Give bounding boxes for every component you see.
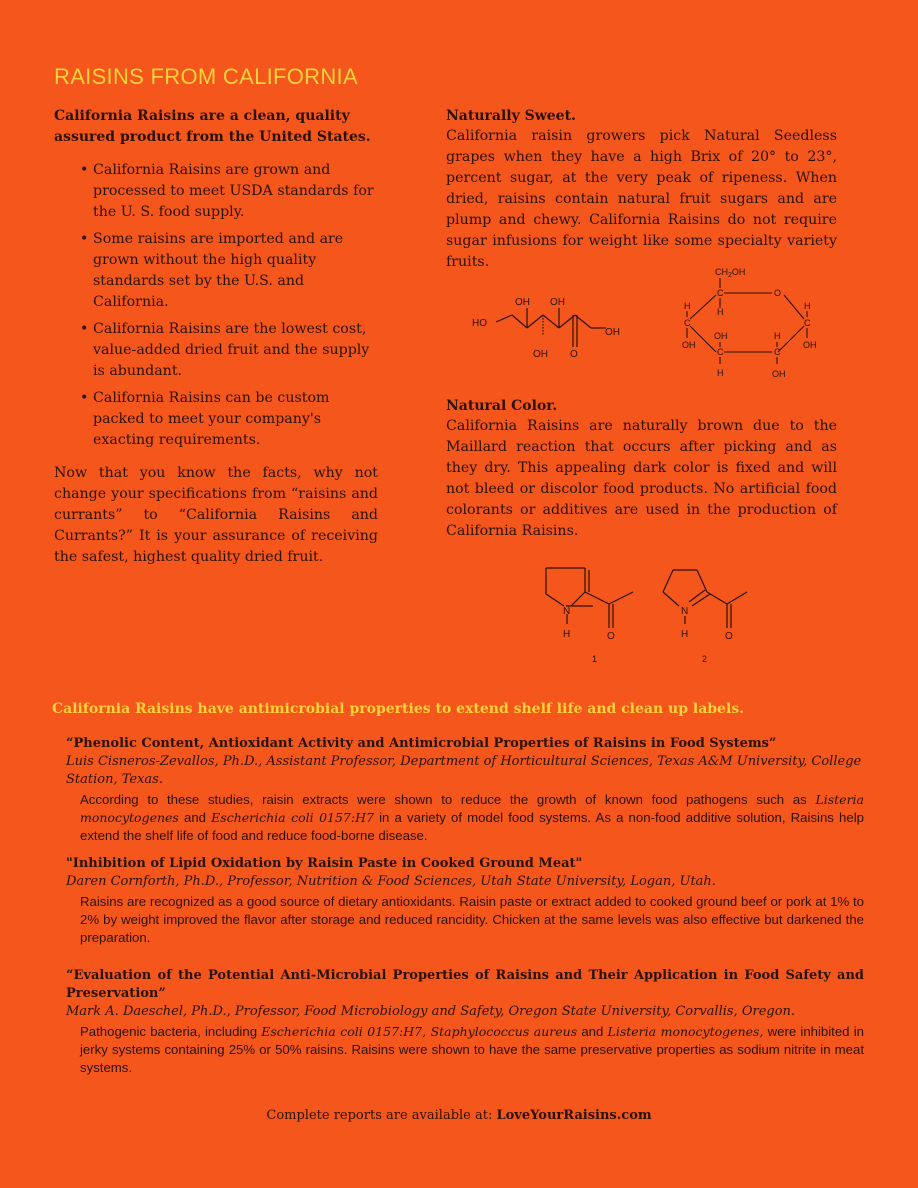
list-item: • California Raisins are the lowest cost, value-added dried fruit and the supply is abundant.	[80, 319, 378, 382]
color-section	[446, 396, 837, 542]
chem-label: C	[717, 347, 724, 357]
chem-label: H	[717, 307, 724, 317]
chem-label: HO	[472, 318, 487, 329]
reference-body: Raisins are recognized as a good source of dietary antioxidants. Raisin paste or extract added to cooked ground beef or pork at 1% to 2% by weight improved the flavor after storage and reduced rancidity. Chicken at the same levels was also effective but darkened the preparation.	[80, 894, 864, 945]
reference-title: "Inhibition of Lipid Oxidation by Raisin Paste in Cooked Ground Meat"	[66, 856, 583, 871]
aroma-compounds-diagram	[535, 558, 755, 670]
reference-item	[66, 967, 864, 1077]
reference-item	[66, 855, 864, 947]
compound-label-2: 2	[702, 654, 708, 664]
chem-label: N	[563, 606, 571, 617]
chem-label: OH	[803, 340, 817, 350]
chem-label: H	[774, 331, 781, 341]
reference-author: Mark A. Daeschel, Ph.D., Professor, Food Microbiology and Safety, Oregon State University, Corvallis, Oregon.	[66, 1004, 796, 1019]
outro-text: Now that you know the facts, why not change your specifications from “raisins and currants” to “California Raisins and Currants?” It is your assurance of receiving the safest, highest quality dried fruit.	[54, 465, 378, 565]
chem-label: O	[607, 631, 615, 642]
chem-label: H	[684, 301, 691, 311]
fructose-chain-diagram	[470, 290, 630, 362]
reference-body: Pathogenic bacteria, including Escherichia coli 0157:H7, Staphylococcus aureus and Listeria monocytogenes, were inhibited in jerky systems containing 25% or 50% raisins. Raisins were shown to have the same preservative properties as sodium nitrite in meat systems.	[80, 1024, 864, 1075]
sweet-body: California raisin growers pick Natural Seedless grapes when they have a high Brix of 20° to 23°, percent sugar, at the very peak of ripeness. When dried, raisins contain natural fruit sugars and are plump and chewy. California Raisins do not require sugar infusions for weight like some specialty variety fruits.	[446, 128, 837, 270]
sugar-ring-diagram	[676, 264, 826, 382]
chem-label: N	[681, 606, 689, 617]
reference-title: “Evaluation of the Potential Anti-Microbial Properties of Raisins and Their Application in Food Safety and Preservation”	[66, 968, 864, 1001]
chem-label: H	[804, 301, 811, 311]
list-item: • Some raisins are imported and are grown without the high quality standards set by the U.S. and California.	[80, 229, 378, 313]
website-link[interactable]: LoveYourRaisins.com	[496, 1108, 652, 1123]
page-title: RAISINS FROM CALIFORNIA	[54, 64, 358, 89]
reference-item	[66, 735, 864, 845]
chem-label: C	[684, 318, 691, 328]
chem-label: O	[774, 288, 782, 298]
chem-label: OH	[605, 327, 620, 338]
antimicrobial-heading: California Raisins have antimicrobial properties to extend shelf life and clean up labels.	[52, 701, 745, 717]
references	[66, 735, 864, 1087]
chem-label: OH	[714, 331, 728, 341]
chem-label: OH	[550, 297, 565, 308]
chem-label: OH	[772, 369, 786, 379]
chem-label: OH	[533, 349, 548, 360]
list-item: • California Raisins can be custom packed to meet your company's exacting requirements.	[80, 388, 378, 451]
chem-label: C	[804, 318, 811, 328]
chem-label: OH	[682, 340, 696, 350]
color-body: California Raisins are naturally brown due to the Maillard reaction that occurs after picking and as they dry. This appealing dark color is fixed and will not bleed or discolor food products. No artificial food colorants or additives are used in the production of California Raisins.	[446, 418, 837, 539]
compound-label-1: 1	[592, 654, 598, 664]
benefit-list	[54, 160, 378, 451]
chem-label: H	[681, 629, 689, 640]
reference-title: “Phenolic Content, Antioxidant Activity and Antimicrobial Properties of Raisins in Food Systems”	[66, 736, 777, 751]
chem-label: $CH_2OH$	[715, 267, 746, 279]
right-column	[446, 106, 837, 273]
sweet-heading: Naturally Sweet.	[446, 108, 576, 124]
reference-body: According to these studies, raisin extracts were shown to reduce the growth of known food pathogens such as Listeria monocytogenes and Escherichia coli 0157:H7 in a variety of model food systems. As a non-food additive solution, Raisins help extend the shelf life of food and reduce food-borne disease.	[80, 792, 864, 843]
chem-label: O	[570, 349, 578, 360]
reference-author: Luis Cisneros-Zevallos, Ph.D., Assistant Professor, Department of Horticultural Sciences, Texas A&M University, College Station, Texas.	[66, 754, 862, 787]
intro-text: California Raisins are a clean, quality assured product from the United States.	[54, 108, 371, 145]
reference-author: Daren Cornforth, Ph.D., Professor, Nutrition & Food Sciences, Utah State University, Logan, Utah.	[66, 874, 716, 889]
chem-label: H	[717, 368, 724, 378]
footer-text: Complete reports are available at:	[266, 1108, 497, 1123]
chem-label: C	[717, 288, 724, 298]
chem-label: OH	[515, 297, 530, 308]
footer	[0, 1108, 918, 1123]
left-column	[54, 106, 378, 568]
chem-label: C	[774, 347, 781, 357]
color-heading: Natural Color.	[446, 398, 558, 414]
chem-label: O	[725, 631, 733, 642]
list-item: • California Raisins are grown and processed to meet USDA standards for the U. S. food supply.	[80, 160, 378, 223]
chem-label: H	[563, 629, 571, 640]
